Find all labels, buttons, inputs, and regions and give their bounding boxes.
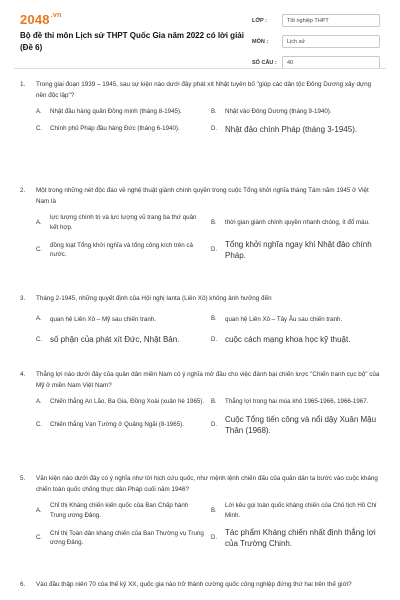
option-letter: C. xyxy=(36,336,42,343)
question-stem xyxy=(20,80,380,101)
question-stem xyxy=(20,294,380,305)
question-2 xyxy=(20,186,380,261)
option-a[interactable] xyxy=(36,397,205,407)
option-letter: C. xyxy=(36,421,42,428)
option-letter: B. xyxy=(211,316,217,323)
meta-value-subject: Lịch sử xyxy=(282,35,380,48)
meta-row-subject xyxy=(252,35,380,48)
question-text: Tháng 2-1945, những quyết định của Hội nghị Ianta (Liên Xô) không ảnh hưởng đến xyxy=(36,295,272,302)
option-letter: D. xyxy=(211,535,217,541)
option-letter: C. xyxy=(36,535,42,541)
answer-options xyxy=(36,107,380,135)
option-d[interactable] xyxy=(211,414,380,436)
option-c[interactable] xyxy=(36,334,205,345)
option-text: Nhật vào Đông Dương (tháng 9-1940). xyxy=(225,108,332,115)
option-a[interactable] xyxy=(36,315,205,325)
option-d[interactable] xyxy=(211,239,380,261)
option-d[interactable] xyxy=(211,124,380,135)
option-b[interactable] xyxy=(211,397,380,407)
answer-options xyxy=(36,501,380,549)
question-stem xyxy=(20,474,380,495)
option-text: Nhật đảo chính Pháp (tháng 3-1945). xyxy=(225,124,358,134)
option-letter: D. xyxy=(211,336,217,343)
option-text: số phận của phát xít Đức, Nhật Bản. xyxy=(50,335,180,344)
question-text: Thắng lợi nào dưới đây của quân dân miền Nam có ý nghĩa mở đầu cho việc đánh bại chiến lược "Chiến tranh cục bộ" của Mỹ ở miền Nam Việt Nam? xyxy=(36,371,380,389)
option-letter: D. xyxy=(211,421,217,428)
option-text: Tác phẩm Kháng chiến nhất định thắng lợi của Trường Chinh. xyxy=(225,528,376,548)
page-title: Bộ đề thi môn Lịch sử THPT Quốc Gia năm 2022 có lời giải (Đề 6) xyxy=(20,31,244,52)
logo-suffix: .vn xyxy=(50,12,62,19)
option-text: Chiến thắng An Lão, Ba Gia, Đồng Xoài (xuân hè 1965). xyxy=(50,398,205,405)
option-text: Chỉ thị Kháng chiến kiến quốc của Ban Chấp hành Trung ương Đảng. xyxy=(50,502,189,519)
meta-label-class: LỚP : xyxy=(252,17,267,24)
question-number: 5. xyxy=(20,475,26,482)
option-text: lực lượng chính trị và lực lượng vũ trang ba thứ quân kết hợp. xyxy=(50,214,197,231)
option-text: đồng loạt Tổng khởi nghĩa và tổng công kích trên cả nước. xyxy=(50,241,193,258)
option-text: Chính phủ Pháp đầu hàng Đức (tháng 6-1940). xyxy=(50,125,180,133)
option-d[interactable] xyxy=(211,527,380,549)
answer-options xyxy=(36,315,380,346)
option-letter: B. xyxy=(211,108,217,115)
question-number: 3. xyxy=(20,295,26,302)
option-text: Nhật đầu hàng quân Đồng minh (tháng 8-1945). xyxy=(50,108,182,115)
option-letter: B. xyxy=(211,219,217,226)
question-6 xyxy=(20,580,380,591)
option-text: Cuộc Tổng tiến công và nổi dậy Xuân Mậu Thân (1968). xyxy=(225,414,377,435)
option-text: thời gian giành chính quyền nhanh chóng, ít đổ máu. xyxy=(225,218,370,226)
option-b[interactable] xyxy=(211,501,380,520)
option-letter: A. xyxy=(36,398,42,405)
option-letter: A. xyxy=(36,507,42,514)
question-text: Trong giai đoạn 1939 – 1945, sau sự kiện nào dưới đây phát xít Nhật tuyên bố "giúp các dân tộc Đông Dương xây dựng nền độc lập"? xyxy=(36,81,372,99)
question-4 xyxy=(20,370,380,436)
question-1 xyxy=(20,80,380,135)
question-number: 6. xyxy=(20,581,26,588)
option-a[interactable] xyxy=(36,107,205,117)
question-number: 1. xyxy=(20,81,26,88)
option-letter: B. xyxy=(211,507,217,514)
question-text: Văn kiện nào dưới đây có ý nghĩa như lời hịch cứu quốc, như mệnh lệnh chiến đấu của quân dân ta bước vào cuộc kháng chiến toàn quốc chống thực dân Pháp cuối năm 1946? xyxy=(36,475,378,493)
question-stem xyxy=(20,186,380,207)
question-stem xyxy=(20,370,380,391)
question-5 xyxy=(20,474,380,549)
option-letter: D. xyxy=(211,247,217,253)
option-text: Chiến thắng Vạn Tường ở Quảng Ngãi (8-1965). xyxy=(50,420,184,428)
option-text: quan hệ Liên Xô – Tây Âu sau chiến tranh. xyxy=(225,315,343,323)
option-letter: C. xyxy=(36,247,42,253)
option-letter: A. xyxy=(36,108,42,115)
option-c[interactable] xyxy=(36,527,205,549)
option-letter: A. xyxy=(36,219,42,226)
question-number: 4. xyxy=(20,371,26,378)
option-text: cuộc cách mạng khoa học kỹ thuật. xyxy=(225,335,351,344)
option-a[interactable] xyxy=(36,501,205,520)
option-letter: A. xyxy=(36,316,42,323)
option-text: Tổng khởi nghĩa ngay khi Nhật đảo chính Pháp. xyxy=(225,240,372,260)
option-c[interactable] xyxy=(36,124,205,135)
question-stem xyxy=(20,580,380,591)
question-text: Một trong những nét độc đáo về nghệ thuật giành chính quyền trong cuộc Tổng khởi nghĩa tháng Tám năm 1945 ở Việt Nam là xyxy=(36,187,369,205)
site-logo[interactable] xyxy=(20,12,61,27)
question-text: Vào đầu thập niên 70 của thế kỷ XX, quốc gia nào trở thành cường quốc công nghiệp đứng thứ hai trên thế giới? xyxy=(36,581,352,588)
option-a[interactable] xyxy=(36,213,205,232)
meta-value-count: 40 xyxy=(282,56,380,69)
meta-label-count: SỐ CÂU : xyxy=(252,59,277,66)
option-b[interactable] xyxy=(211,213,380,232)
meta-row-class xyxy=(252,14,380,27)
option-c[interactable] xyxy=(36,239,205,261)
question-3 xyxy=(20,294,380,345)
option-text: Chỉ thị Toàn dân kháng chiến của Ban Thường vụ Trung ương Đảng. xyxy=(50,529,204,546)
option-letter: D. xyxy=(211,126,217,132)
answer-options xyxy=(36,397,380,436)
option-c[interactable] xyxy=(36,414,205,436)
option-b[interactable] xyxy=(211,315,380,325)
option-b[interactable] xyxy=(211,107,380,117)
option-letter: B. xyxy=(211,398,217,405)
logo-text: 2048 xyxy=(20,12,50,27)
header-divider xyxy=(14,68,386,69)
meta-label-subject: MÔN : xyxy=(252,38,269,45)
meta-value-class: Tốt nghiệp THPT xyxy=(282,14,380,27)
option-text: Thắng lợi trong hai mùa khô 1965-1966, 1966-1967. xyxy=(225,398,369,405)
option-text: quan hệ Liên Xô – Mỹ sau chiến tranh. xyxy=(50,315,156,323)
option-text: Lời kêu gọi toàn quốc kháng chiến của Chủ tịch Hồ Chí Minh. xyxy=(225,502,377,519)
answer-options xyxy=(36,213,380,261)
option-letter: C. xyxy=(36,126,42,132)
option-d[interactable] xyxy=(211,334,380,345)
question-number: 2. xyxy=(20,187,26,194)
